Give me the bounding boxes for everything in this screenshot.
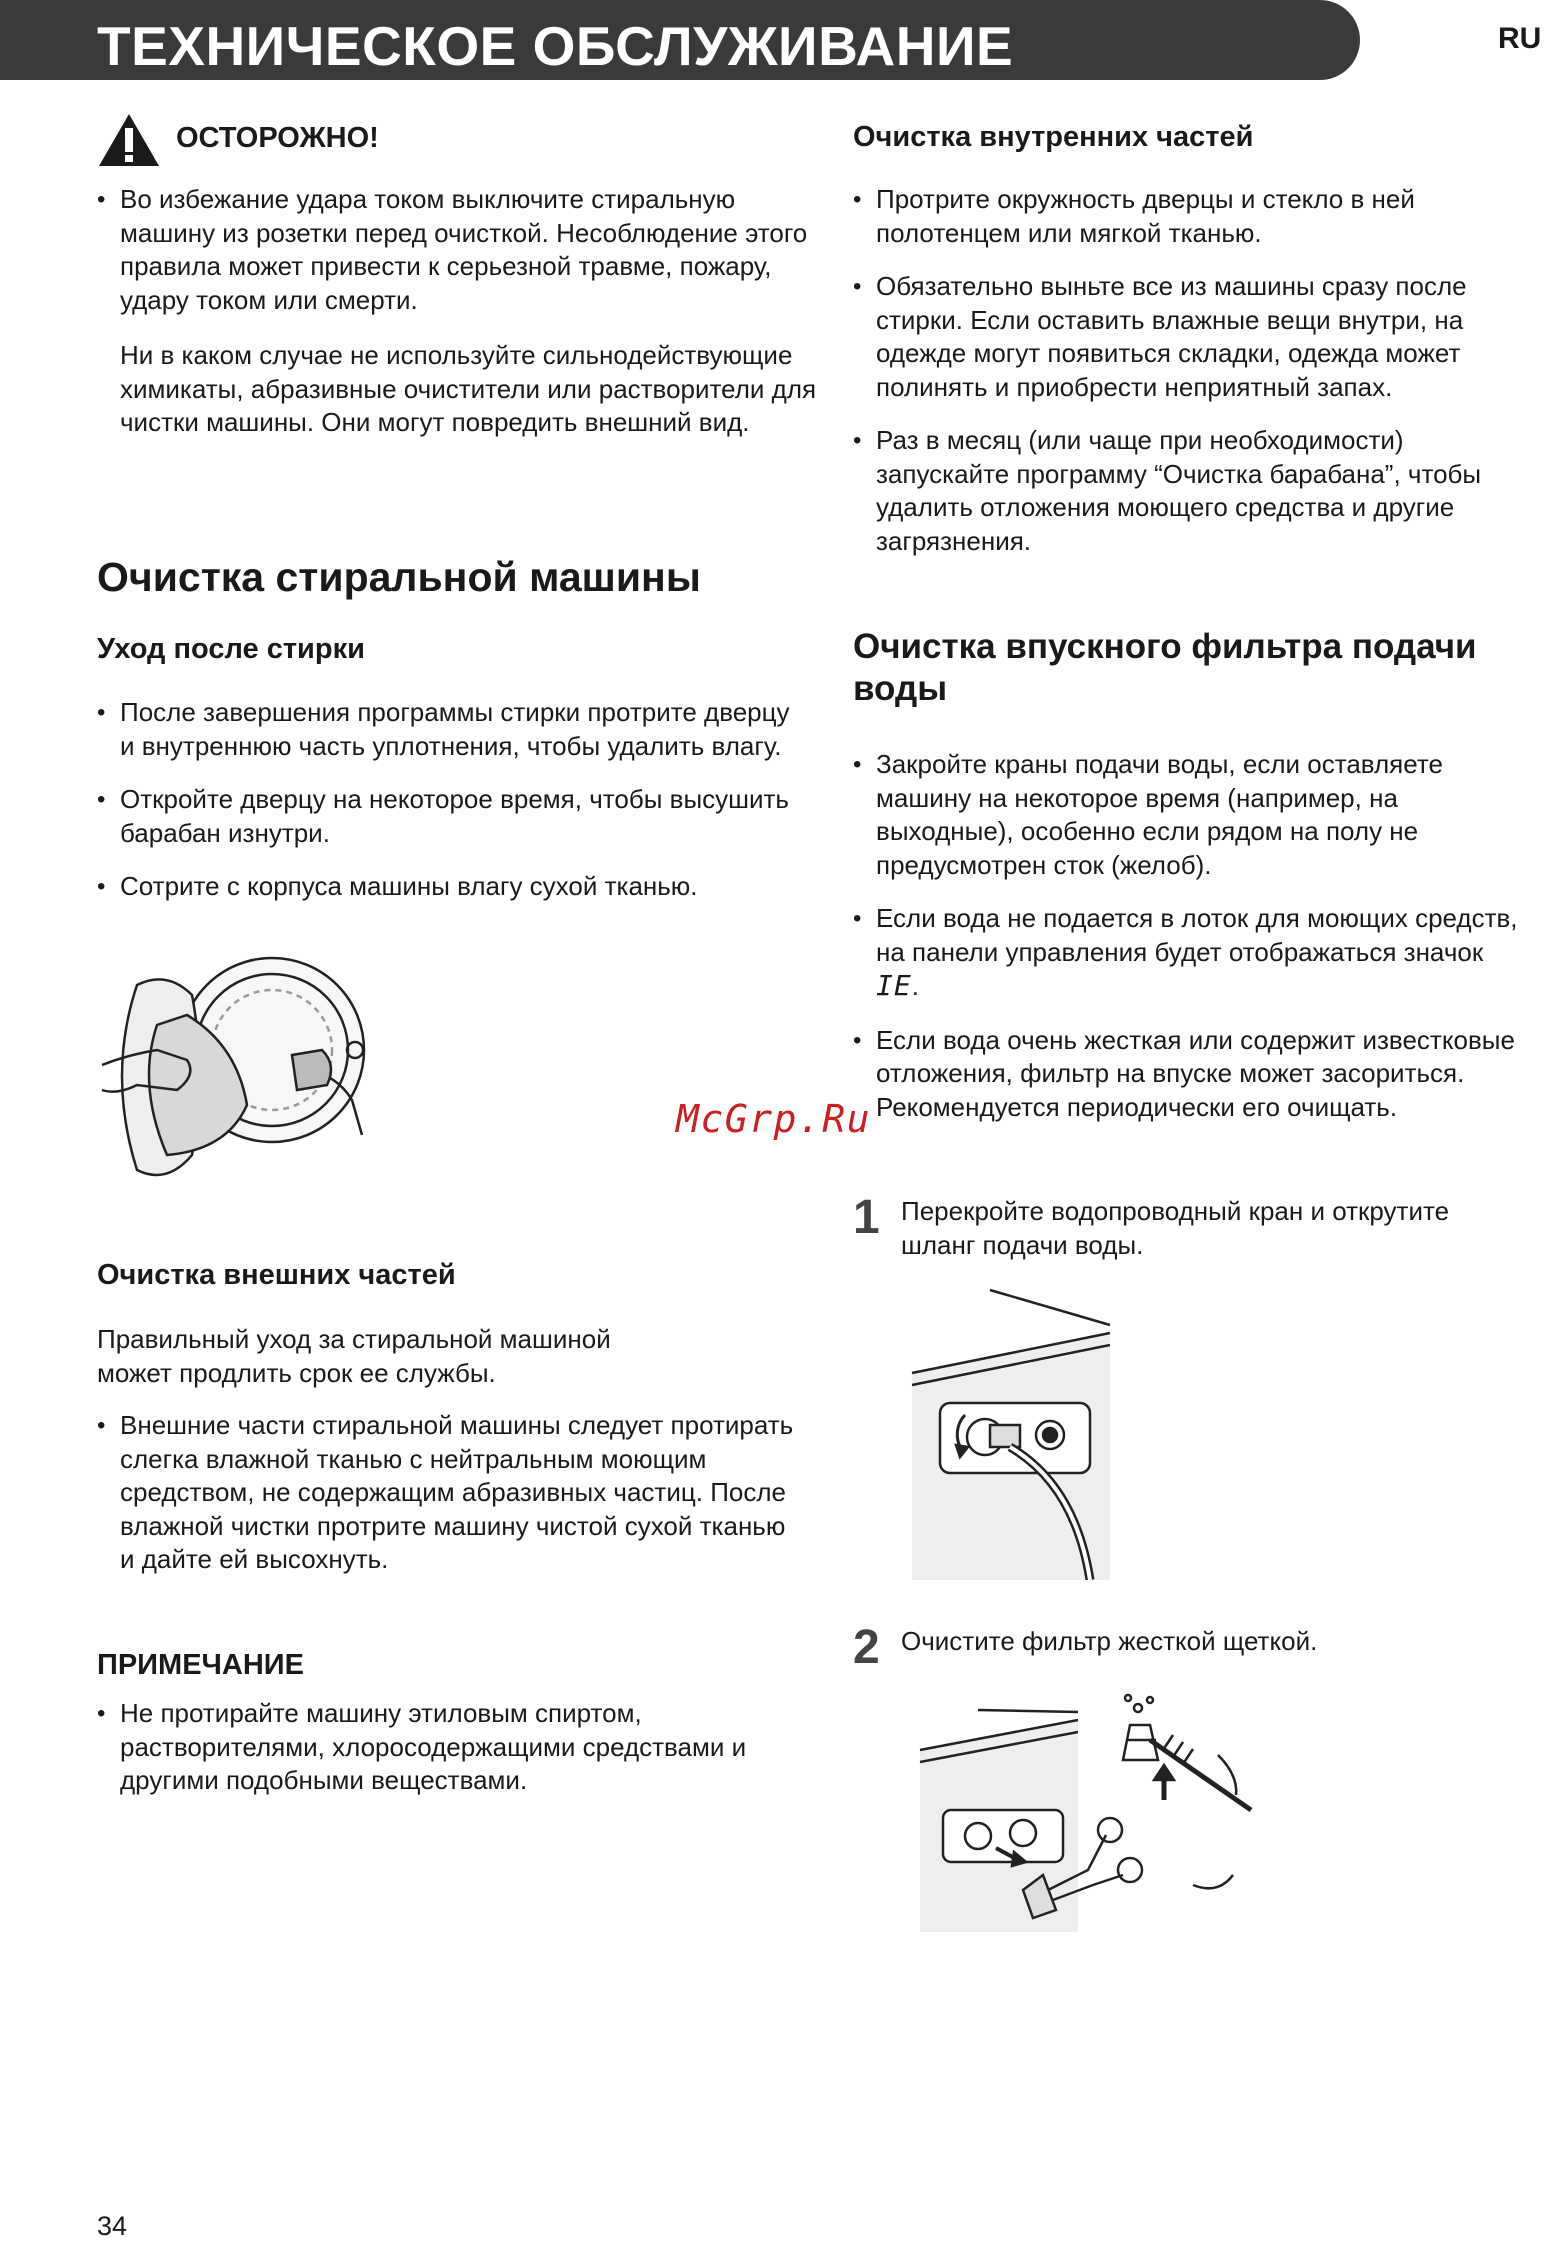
filter-brushing-illustration	[918, 1680, 1260, 1932]
watermark: McGrp.Ru	[676, 1097, 872, 1141]
interior-list	[853, 183, 1533, 578]
list-item: • Протрите окружность дверцы и стекло в ней полотенцем или мягкой тканью.	[853, 183, 1533, 250]
step-1-text: Перекройте водопроводный кран и открутите шланг подачи воды.	[901, 1196, 1450, 1260]
list-item: • Внешние части стиральной машины следует протирать слегка влажной тканью с нейтральным моющим средством, не содержащим абразивных частиц. После влажной чистки протрите машину чистой сухой тканью и дайте ей высохнуть.	[97, 1409, 797, 1577]
warning-heading	[97, 112, 597, 168]
list-item: • Обязательно выньте все из машины сразу после стирки. Если оставить влажные вещи внутри, на одежде могут появиться складки, одежда может полинять и приобрести неприятный запах.	[853, 270, 1533, 404]
exterior-heading: Очистка внешних частей	[97, 1259, 456, 1291]
ie-text: Если вода не подается в лоток для моющих средств, на панели управления будет отображаться значок	[876, 903, 1518, 967]
warning-list	[97, 183, 817, 337]
list-item: • Раз в месяц (или чаще при необходимости) запускайте программу “Очистка барабана”, чтобы удалить отложения моющего средства и другие загрязнения.	[853, 424, 1533, 558]
step-2-number: 2	[853, 1621, 880, 1674]
exterior-intro: Правильный уход за стиральной машиной может продлить срок ее службы.	[97, 1324, 611, 1388]
warning-label: ОСТОРОЖНО!	[176, 122, 379, 154]
hose-removal-illustration	[910, 1285, 1115, 1580]
list-item: • Закройте краны подачи воды, если оставляете машину на некоторое время (например, на выходные), особенно если рядом на полу не предусмотрен сток (желоб).	[853, 748, 1533, 882]
list-item: • Во избежание удара током выключите стиральную машину из розетки перед очисткой. Несоблюдение этого правила может привести к серьезной травме, пожару, удару током или смерти.	[97, 183, 817, 317]
list-item: • Не протирайте машину этиловым спиртом, растворителями, хлоросодержащими средствами и другими подобными веществами.	[97, 1697, 797, 1798]
ie-end: .	[911, 971, 919, 1001]
list-item: • Откройте дверцу на некоторое время, чтобы высушить барабан изнутри.	[97, 783, 797, 850]
step-1-number: 1	[853, 1191, 880, 1244]
filter-list	[853, 748, 1533, 1144]
warning-extra-text: Ни в каком случае не используйте сильнодействующие химикаты, абразивные очистители или растворители для чистки машины. Они могут повредить внешний вид.	[120, 340, 817, 437]
list-item: • Сотрите с корпуса машины влагу сухой тканью.	[97, 870, 797, 904]
page-number: 34	[97, 2211, 128, 2241]
cleaning-heading: Очистка стиральной машины	[97, 554, 701, 600]
exterior-list	[97, 1409, 797, 1597]
step-2-text: Очистите фильтр жесткой щеткой.	[901, 1626, 1318, 1656]
list-item: • После завершения программы стирки протрите дверцу и внутреннюю часть уплотнения, чтобы удалить влагу.	[97, 696, 797, 763]
section-title: ТЕХНИЧЕСКОЕ ОБСЛУЖИВАНИЕ	[97, 15, 1014, 77]
ie-error-code: IE	[876, 969, 912, 1002]
note-list	[97, 1697, 797, 1818]
list-item-ie	[853, 902, 1533, 1004]
language-code: RU	[1498, 22, 1542, 55]
list-item: • Если вода очень жесткая или содержит известковые отложения, фильтр на впуске может засориться. Рекомендуется периодически его очищать.	[853, 1024, 1533, 1125]
warning-triangle-icon	[97, 112, 161, 168]
filter-heading: Очистка впускного фильтра подачи воды	[853, 627, 1477, 708]
interior-heading: Очистка внутренних частей	[853, 121, 1254, 153]
after-wash-list	[97, 696, 797, 924]
note-heading: ПРИМЕЧАНИЕ	[97, 1649, 304, 1681]
section-header-bar	[0, 0, 1360, 80]
door-wiping-illustration	[97, 955, 367, 1190]
after-wash-heading: Уход после стирки	[97, 633, 365, 665]
